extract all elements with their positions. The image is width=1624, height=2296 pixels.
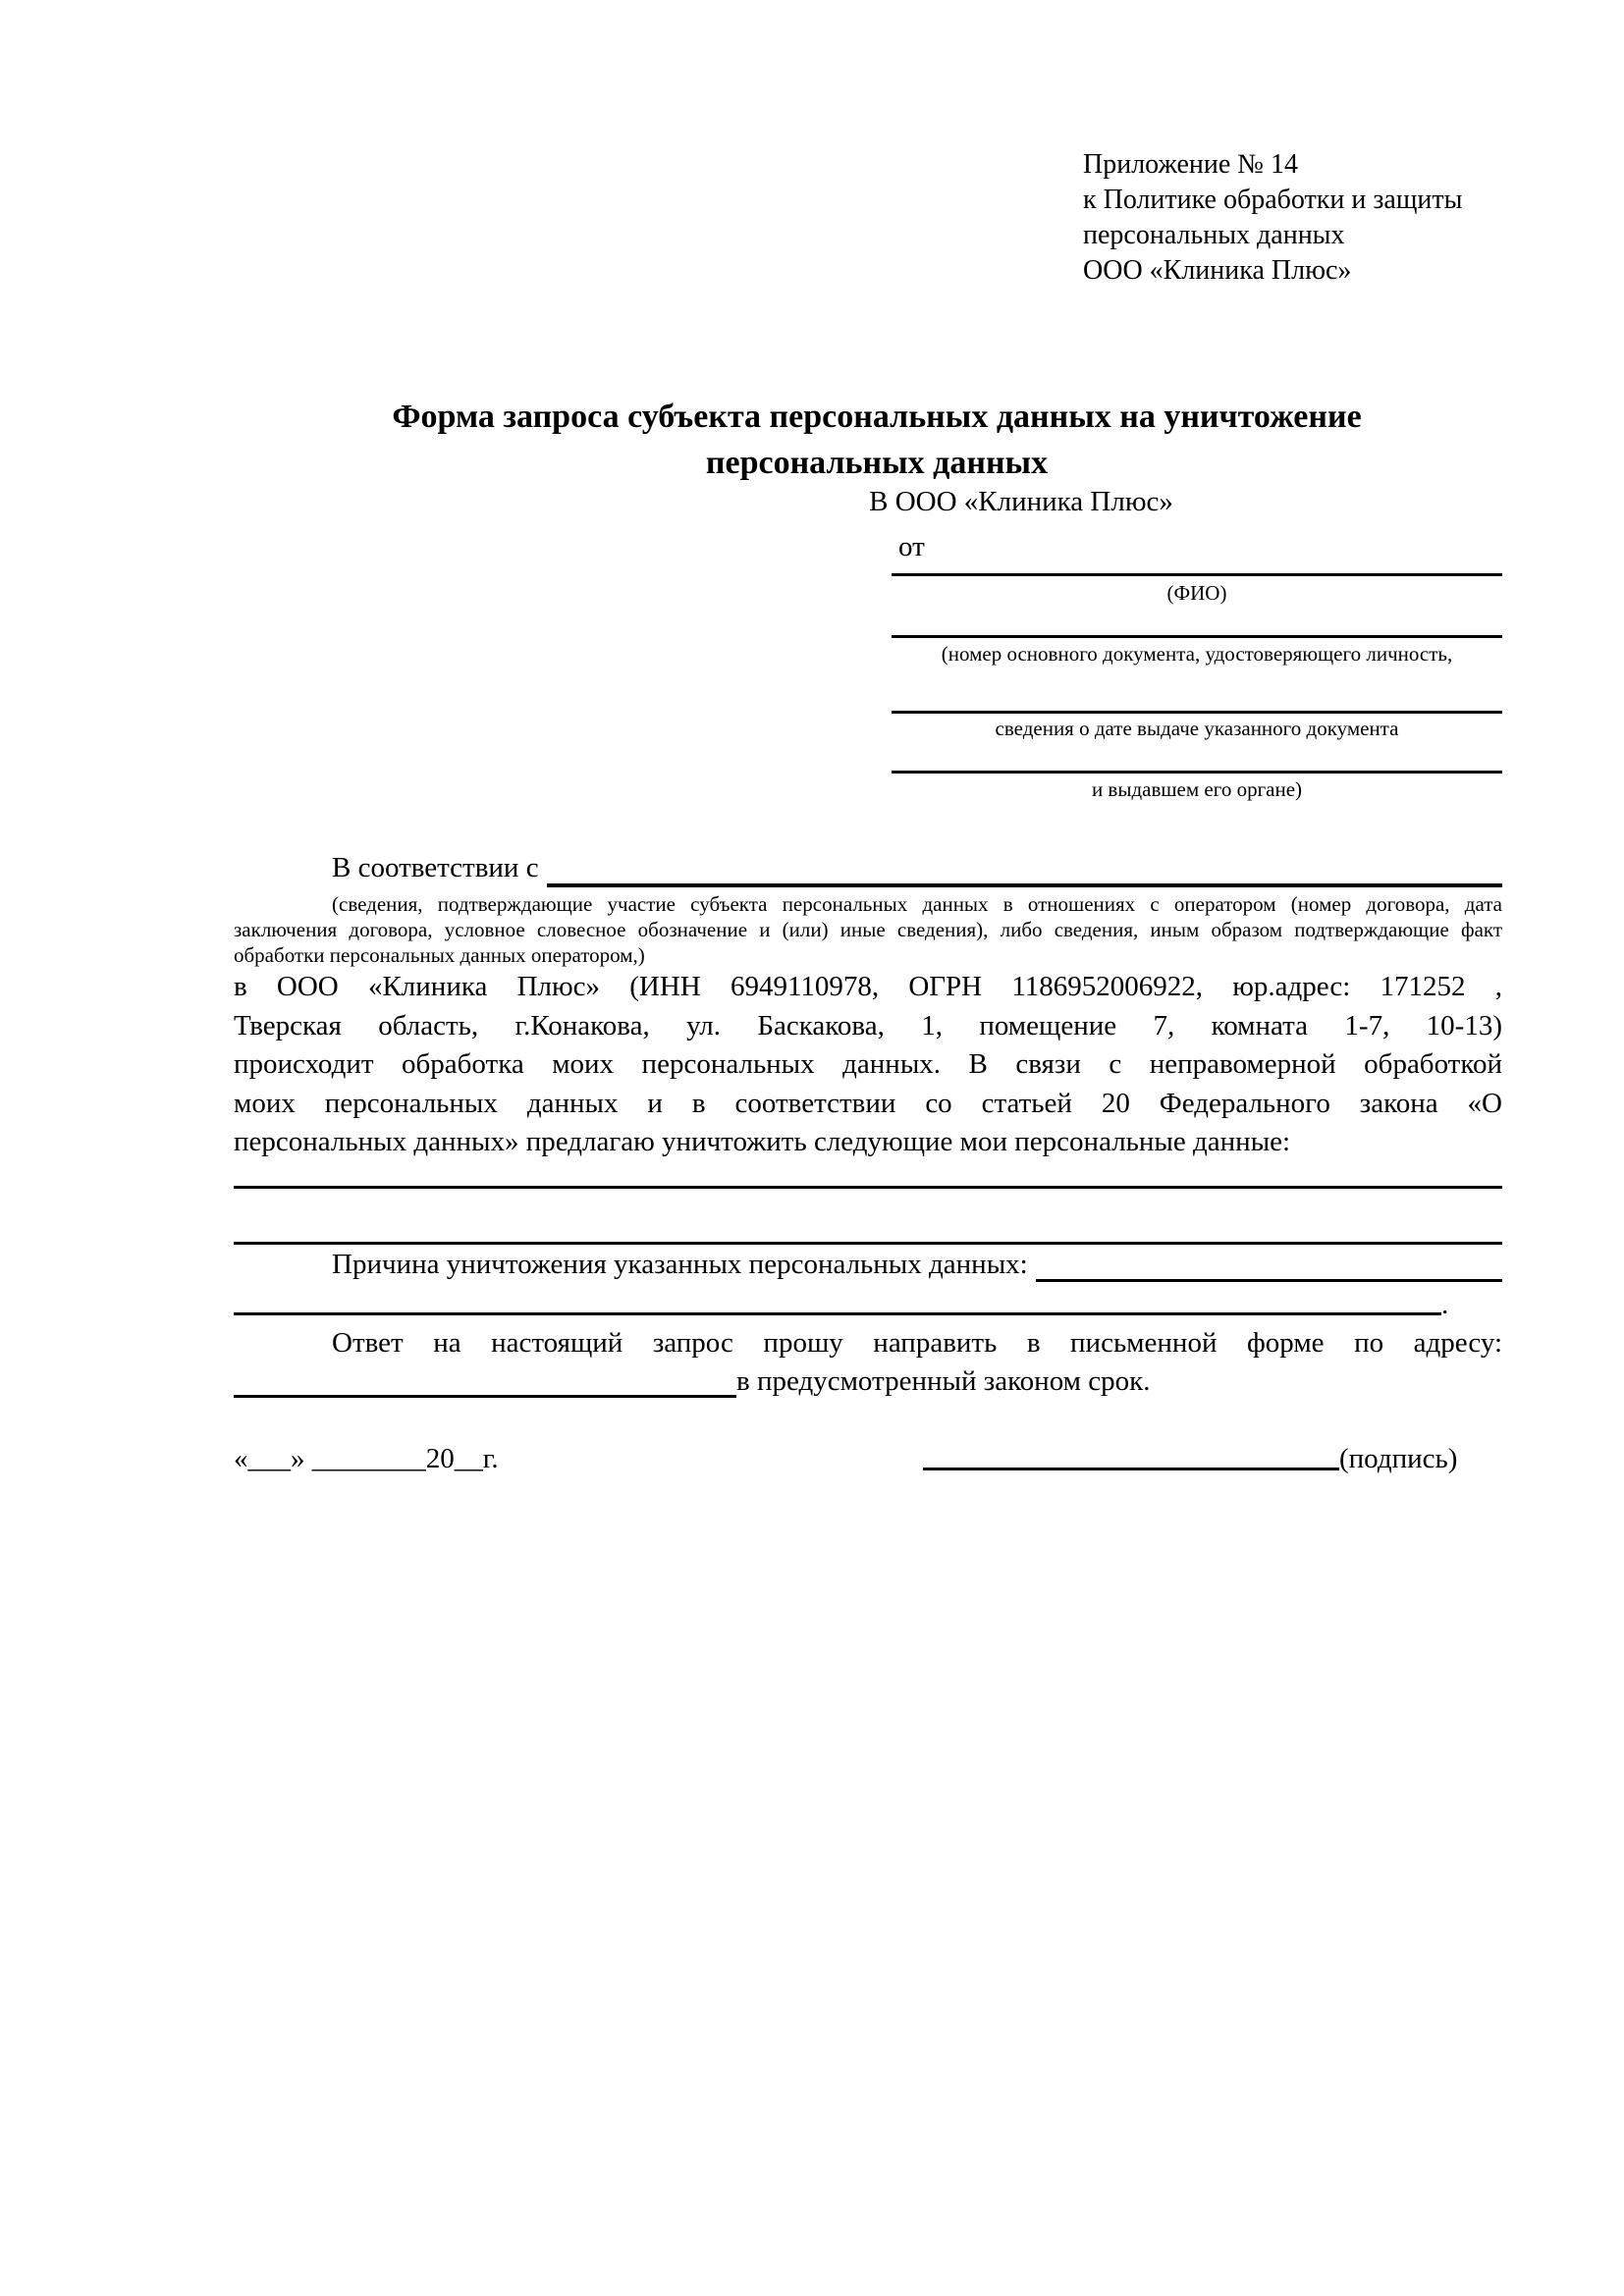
issue-date-caption: сведения о дате выдаче указанного документа: [995, 717, 1399, 740]
response-address-row: [234, 1365, 1502, 1403]
reason-label: Причина уничтожения указанных персональных данных:: [332, 1249, 1028, 1280]
paragraph-indent: [234, 852, 332, 891]
body-line: в ООО «Клиника Плюс» (ИНН 6949110978, ОГРН 1186952006922, юр.адрес: 171252 ,: [234, 971, 1502, 1002]
addressee-organization: В ООО «Клиника Плюс»: [869, 486, 1173, 517]
main-paragraph: [234, 968, 1502, 1162]
reason-blank-field-continued: [234, 1312, 1441, 1315]
appendix-line: Приложение № 14: [1083, 149, 1298, 180]
date-blank-line: «___» ________20__г.: [234, 1443, 499, 1474]
appendix-line: персональных данных: [1083, 220, 1345, 250]
accordance-fine-print: [234, 891, 1502, 968]
response-tail: в предусмотренный законом срок.: [736, 1365, 1151, 1397]
address-blank-field: [234, 1395, 736, 1398]
fine-print-line: (сведения, подтверждающие участие субъекта персональных данных в отношениях с оператором (номер договора, дата: [332, 892, 1502, 916]
reason-row: [234, 1249, 1502, 1284]
signature-blank-field: [923, 1442, 1339, 1470]
appendix-line: к Политике обработки и защиты: [1083, 185, 1463, 215]
body-line: моих персональных данных и в соответствии со статьей 20 Федерального закона «О: [234, 1087, 1502, 1119]
reason-blank-field: [1036, 1249, 1502, 1282]
from-label: от: [898, 531, 925, 562]
data-blank-row: [234, 1242, 1502, 1245]
response-request-line: Ответ на настоящий запрос прошу направить в письменной форме по адресу:: [332, 1327, 1502, 1359]
fio-blank-field: [892, 573, 1502, 576]
document-number-blank-field: [892, 635, 1502, 638]
page-title-line2: персональных данных: [705, 445, 1049, 481]
accordance-row: [234, 852, 1502, 891]
paragraph-indent: [234, 1249, 332, 1284]
signature-caption: (подпись): [1339, 1443, 1458, 1474]
fine-print-line: обработки персональных данных оператором,): [234, 943, 645, 967]
accordance-blank-field: [547, 852, 1502, 887]
data-blank-row: [234, 1186, 1502, 1189]
body-line: персональных данных» предлагаю уничтожить следующие мои персональные данные:: [234, 1126, 1291, 1157]
issue-date-blank-field: [892, 711, 1502, 714]
body-line: Тверская область, г.Конакова, ул. Баскакова, 1, помещение 7, комната 1-7, 10-13): [234, 1009, 1502, 1041]
fio-caption: (ФИО): [1166, 581, 1227, 605]
issuing-authority-caption: и выдавшем его органе): [1091, 777, 1303, 801]
appendix-note: [1083, 147, 1515, 289]
page-title: Форма запроса субъекта персональных данных на уничтожение: [392, 399, 1362, 435]
issuing-authority-blank-field: [892, 771, 1502, 774]
body-line: происходит обработка моих персональных данных. В связи с неправомерной обработкой: [234, 1048, 1502, 1080]
period-mark: .: [1441, 1289, 1449, 1320]
document-number-caption: (номер основного документа, удостоверяющего личность,: [941, 642, 1453, 666]
reason-blank-row: [234, 1284, 1502, 1321]
fine-print-line: заключения договора, условное словесное обозначение и (или) иные сведения), либо сведения, иным образом подтверждающие факт: [234, 918, 1502, 941]
accordance-lead: В соответствии с: [332, 852, 539, 883]
appendix-line: ООО «Клиника Плюс»: [1083, 255, 1352, 286]
